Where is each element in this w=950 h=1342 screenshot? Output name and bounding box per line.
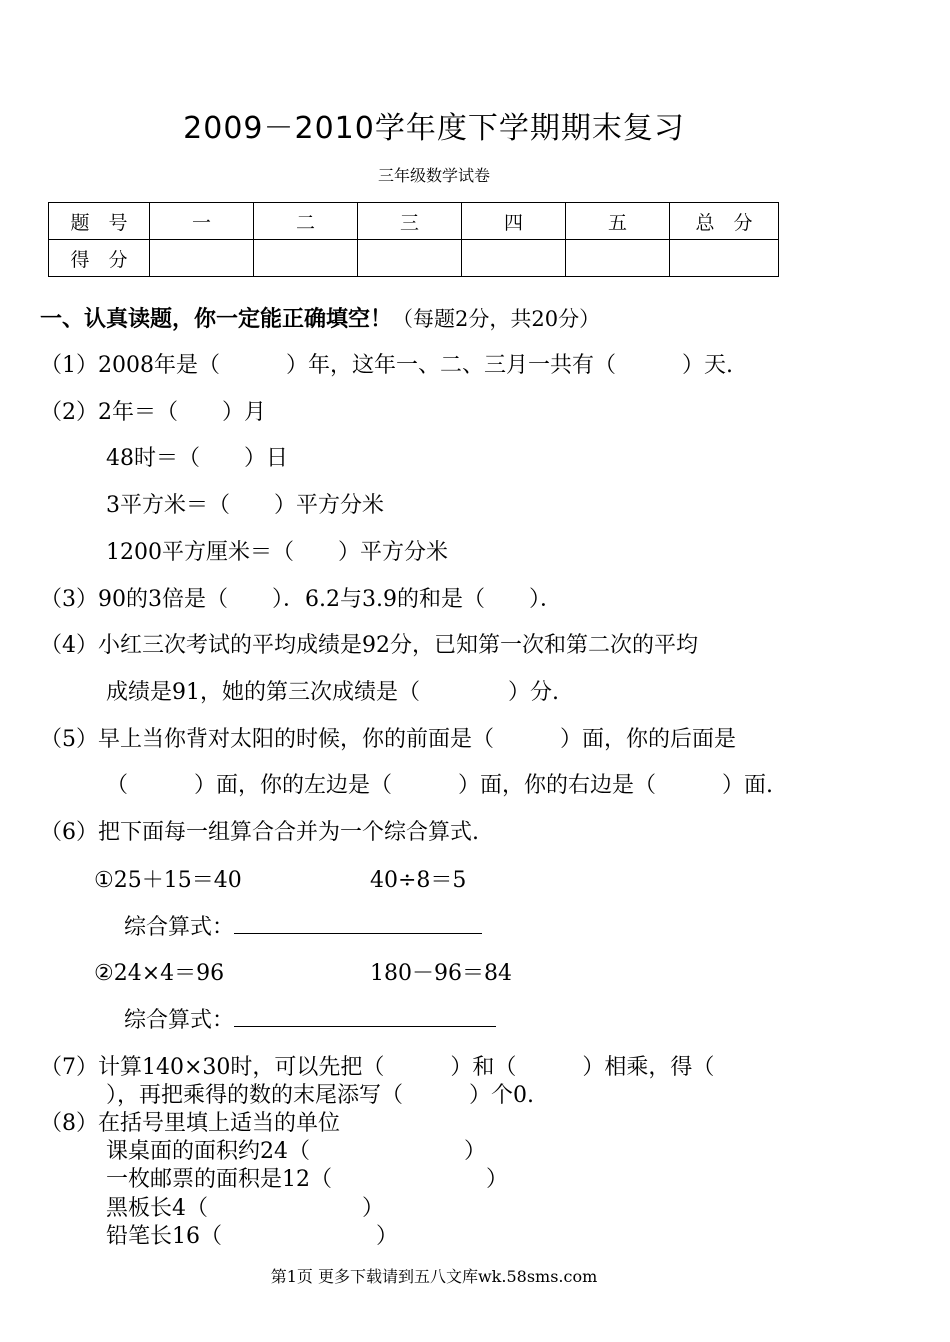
question-6-expr-1a: ①25＋15＝40 bbox=[94, 868, 242, 893]
question-5-line-a: （5）早上当你背对太阳的时候，你的前面是（ ）面，你的后面是 bbox=[40, 727, 736, 752]
section-heading bbox=[40, 302, 600, 333]
score-blank-cell[interactable] bbox=[150, 240, 254, 277]
score-cell: 一 bbox=[150, 203, 254, 240]
question-2: （2）2年＝（ ）月 bbox=[40, 400, 266, 425]
answer-blank-line[interactable] bbox=[234, 913, 482, 934]
question-7-line-a: （7）计算140×30时，可以先把（ ）和（ ）相乘，得（ bbox=[40, 1055, 715, 1080]
question-6-expr-2a: ②24×4＝96 bbox=[94, 961, 225, 986]
score-table bbox=[48, 202, 779, 277]
answer-blank-line[interactable] bbox=[234, 1006, 496, 1027]
question-5-line-b: （ ）面，你的左边是（ ）面，你的右边是（ ）面. bbox=[106, 773, 773, 798]
question-6-expr-2b: 180－96＝84 bbox=[370, 961, 512, 986]
question-2-line-c: 3平方米＝（ ）平方分米 bbox=[106, 493, 384, 518]
score-table-score-row bbox=[49, 240, 779, 277]
combined-formula-label: 综合算式： bbox=[124, 1008, 235, 1033]
score-blank-cell[interactable] bbox=[358, 240, 462, 277]
question-2-line-b: 48时＝（ ）日 bbox=[106, 446, 288, 471]
score-cell: 三 bbox=[358, 203, 462, 240]
question-7-line-b: ），再把乘得的数的末尾添写（ ）个0. bbox=[106, 1083, 534, 1108]
page-footer: 第1页 更多下载请到五八文库wk.58sms.com bbox=[270, 1267, 598, 1286]
question-4-line-b: 成绩是91，她的第三次成绩是（ ）分. bbox=[106, 680, 559, 705]
question-6: （6）把下面每一组算合合并为一个综合算式. bbox=[40, 820, 479, 845]
score-table-header-row bbox=[49, 203, 779, 240]
score-blank-cell[interactable] bbox=[254, 240, 358, 277]
page-title: 2009－2010学年度下学期期末复习 bbox=[183, 111, 685, 146]
page-subtitle: 三年级数学试卷 bbox=[377, 166, 490, 185]
question-4-line-a: （4）小红三次考试的平均成绩是92分，已知第一次和第二次的平均 bbox=[40, 633, 698, 658]
section-heading-text: 一、认真读题，你一定能正确填空！ bbox=[40, 307, 393, 332]
score-cell: 二 bbox=[254, 203, 358, 240]
section-heading-note: （每题2分，共20分） bbox=[392, 307, 601, 331]
score-blank-cell[interactable] bbox=[670, 240, 779, 277]
combined-formula-label: 综合算式： bbox=[124, 915, 235, 940]
question-8-line-b: 一枚邮票的面积是12（ ） bbox=[106, 1167, 508, 1192]
question-3: （3）90的3倍是（ ）．6.2与3.9的和是（ ）． bbox=[40, 587, 562, 612]
score-blank-cell[interactable] bbox=[462, 240, 566, 277]
score-cell: 五 bbox=[566, 203, 670, 240]
question-6-expr-1b: 40÷8＝5 bbox=[370, 868, 467, 893]
score-cell: 四 bbox=[462, 203, 566, 240]
question-8-line-d: 铅笔长16（ ） bbox=[106, 1224, 398, 1249]
question-1: （1）2008年是（ ）年，这年一、二、三月一共有（ ）天. bbox=[40, 353, 733, 378]
question-6-answer-1 bbox=[124, 910, 482, 941]
score-cell: 题 号 bbox=[49, 203, 150, 240]
question-2-line-d: 1200平方厘米＝（ ）平方分米 bbox=[106, 540, 448, 565]
score-cell: 总 分 bbox=[670, 203, 779, 240]
score-cell: 得 分 bbox=[49, 240, 150, 277]
question-8-line-a: 课桌面的面积约24（ ） bbox=[106, 1139, 486, 1164]
question-6-answer-2 bbox=[124, 1003, 496, 1034]
score-blank-cell[interactable] bbox=[566, 240, 670, 277]
question-8-line-c: 黑板长4（ ） bbox=[106, 1196, 384, 1221]
question-8: （8）在括号里填上适当的单位 bbox=[40, 1111, 340, 1136]
